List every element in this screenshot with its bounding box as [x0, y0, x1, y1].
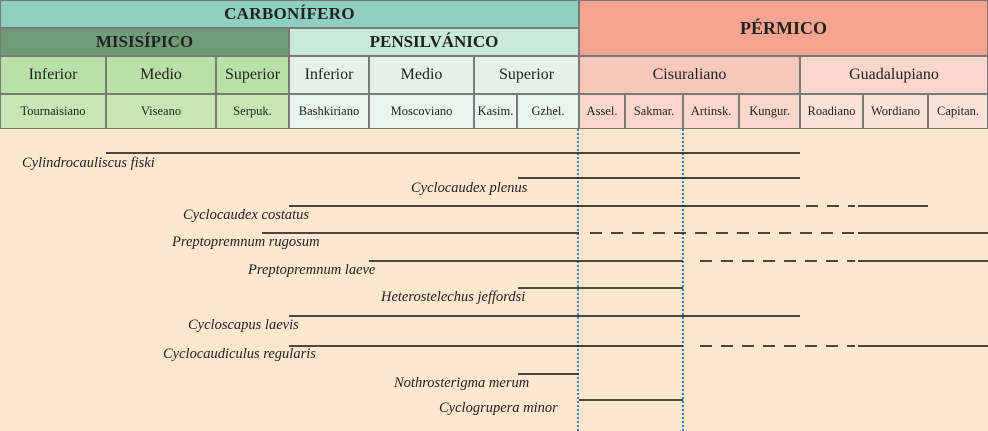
stage-kasimoviano: Kasim. [474, 94, 517, 129]
stage-tournaisiano: Tournaisiano [0, 94, 106, 129]
taxon-label: Preptopremnum laeve [248, 262, 376, 278]
period-permico: PÉRMICO [579, 0, 988, 56]
taxon-label: Cylindrocauliscus fiski [22, 155, 155, 171]
taxon-label: Nothrosterigma merum [394, 375, 530, 391]
stage-capitaniano: Capitan. [928, 94, 988, 129]
stage-artinskiano: Artinsk. [683, 94, 739, 129]
epoch-pen-superior: Superior [474, 56, 579, 94]
stage-sakmariano: Sakmar. [625, 94, 683, 129]
epoch-guadalupiano: Guadalupiano [800, 56, 988, 94]
taxon-label: Cycloscapus laevis [188, 317, 299, 333]
period-carbonifero: CARBONÍFERO [0, 0, 579, 28]
stage-kunguriano: Kungur. [739, 94, 800, 129]
stage-moscoviano: Moscoviano [369, 94, 474, 129]
epoch-mis-inferior: Inferior [0, 56, 106, 94]
epoch-mis-medio: Medio [106, 56, 216, 94]
epoch-mis-superior: Superior [216, 56, 289, 94]
stage-wordiano: Wordiano [863, 94, 928, 129]
stage-roadiano: Roadiano [800, 94, 863, 129]
taxon-label: Cyclogrupera minor [439, 400, 558, 416]
taxon-label: Cyclocaudex plenus [411, 180, 528, 196]
taxon-label: Cyclocaudex costatus [183, 207, 310, 223]
epoch-cisuraliano: Cisuraliano [579, 56, 800, 94]
subperiod-pensilvanico: PENSILVÁNICO [289, 28, 579, 56]
stage-asseliano: Assel. [579, 94, 625, 129]
subperiod-misisipico: MISISÍPICO [0, 28, 289, 56]
stage-serpukhoviano: Serpuk. [216, 94, 289, 129]
taxon-label: Cyclocaudiculus regularis [163, 346, 316, 362]
taxon-label: Preptopremnum rugosum [172, 234, 320, 250]
stage-viseano: Viseano [106, 94, 216, 129]
taxon-label: Heterostelechus jeffordsi [381, 289, 526, 305]
stage-gzheliano: Gzhel. [517, 94, 579, 129]
epoch-pen-medio: Medio [369, 56, 474, 94]
epoch-pen-inferior: Inferior [289, 56, 369, 94]
stage-bashkiriano: Bashkiriano [289, 94, 369, 129]
